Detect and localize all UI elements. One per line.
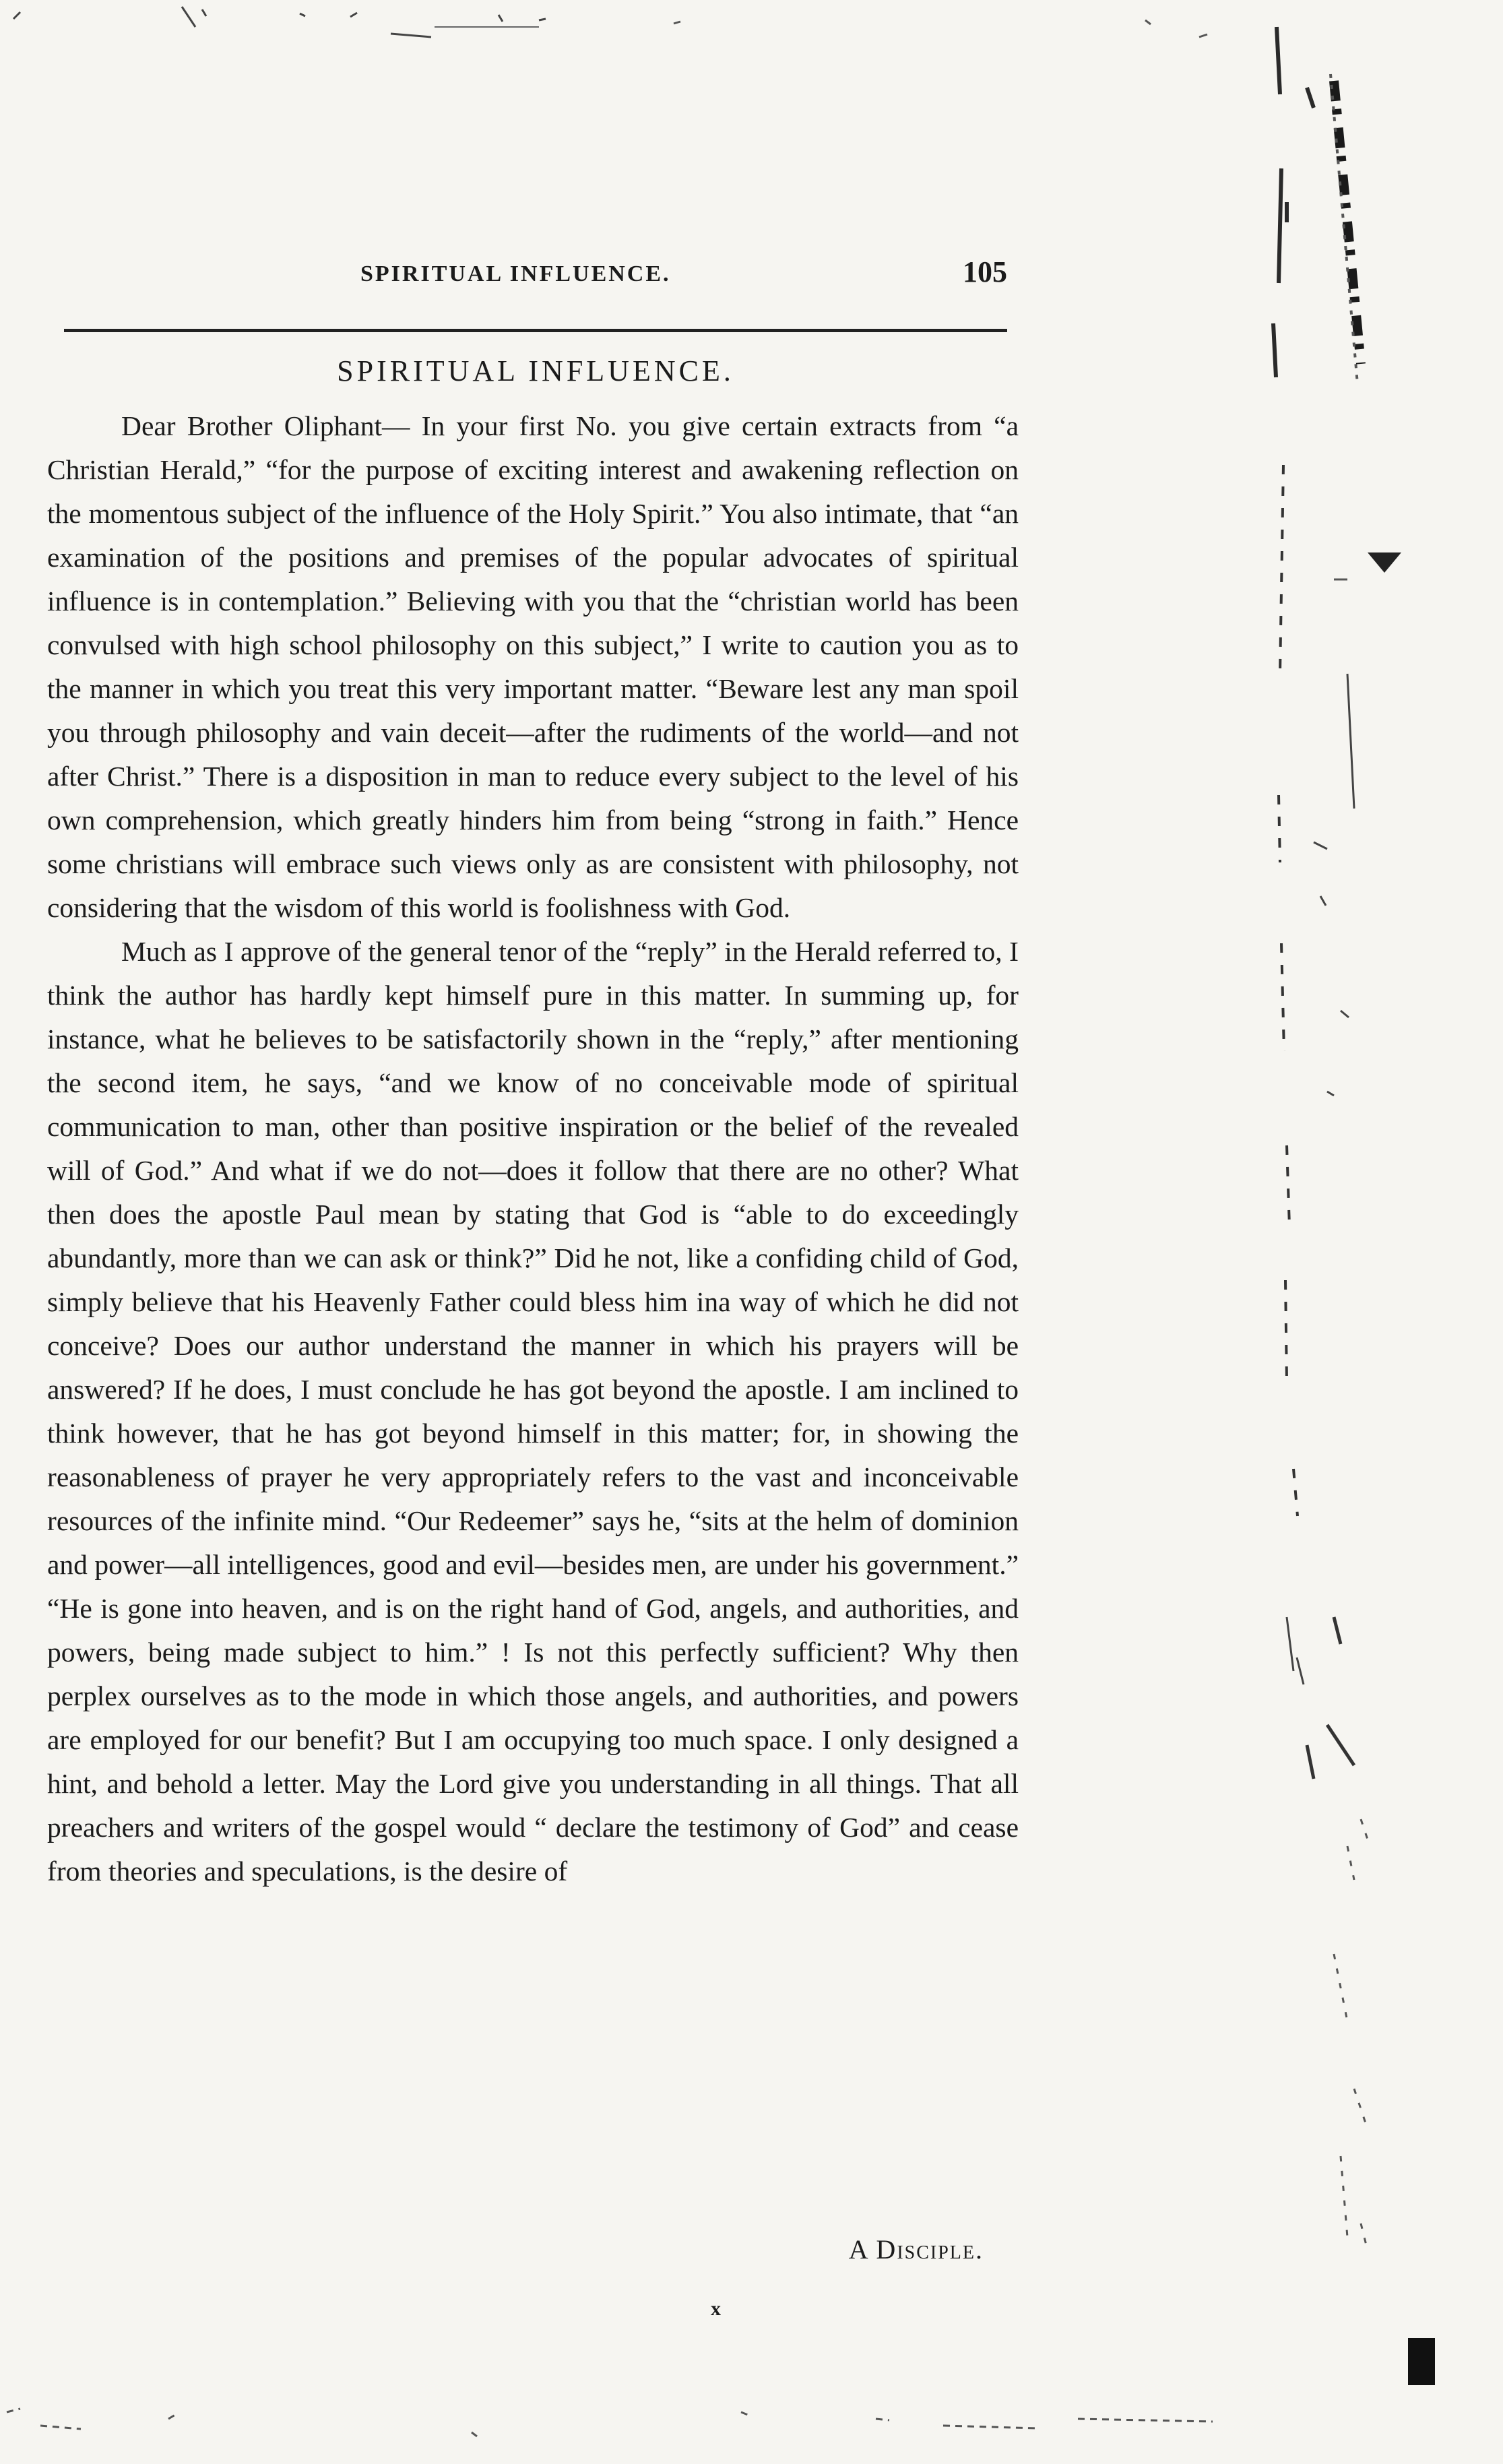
- paragraph-2: Much as I approve of the general tenor of the “reply” in the Herald referred to, I think the author has hardly kept himself pure in this matter. In summing up, for instance, what he believes to be satisfactorily shown in the “reply,” after mentioning the second item, he says, “and we know of no conceivable mode of spiritual communication to man, other than positive inspiration or the belief of the revealed will of God.” And what if we do not—does it follow that there are no other? What then does the apostle Paul mean by stating that God is “able to do exceedingly abundantly, more than we can ask or think?” Did he not, like a confiding child of God, simply believe that his Heavenly Father could bless him ina way of which he did not conceive? Does our author understand the manner in which his prayers will be answered? If he does, I must conclude he has got beyond the apostle. I am inclined to think however, that he has got beyond himself in this matter; for, in showing the reasonableness of prayer he very appropriately refers to the vast and inconceivable resources of the infinite mind. “Our Redeemer” says he, “sits at the helm of dominion and power—all intelligences, good and evil—besides men, are under his government.” “He is gone into heaven, and is on the right hand of God, angels, and authorities, and powers, being made subject to him.” ! Is not this perfectly sufficient? Why then perplex ourselves as to the mode in which those angels, and authorities, and powers are employed for our benefit? But I am occupying too much space. I only designed a hint, and behold a letter. May the Lord give you understanding in all things. That all preachers and writers of the gospel would “ declare the testimony of God” and cease from theories and speculations, is the desire of: [47, 936, 1019, 1887]
- running-head-title: SPIRITUAL INFLUENCE.: [360, 261, 671, 286]
- signature: A Disciple.: [848, 2234, 984, 2265]
- footer-mark: x: [711, 2298, 721, 2320]
- scan-bottom-margin-marks: [0, 2399, 1503, 2464]
- paragraph-1: Dear Brother Oliphant— In your first No. you give certain extracts from “a Christian Herald,” “for the purpose of exciting interest and awakening reflection on the momentous subject of the influence of the Holy Spirit.” You also intimate, that “an examination of the positions and premises of the popular advocates of spiritual influence is in contemplation.” Believing with you that the “christian world has been convulsed with high school philosophy on this subject,” I write to caution you as to the manner in which you treat this very important matter. “Beware lest any man spoil you through philosophy and vain deceit—after the rudiments of the world—and not after Christ.” There is a disposition in man to reduce every subject to the level of his own comprehension, which greatly hinders him from being “strong in faith.” Hence some christians will embrace such views only as are consistent with philosophy, not considering that the wisdom of this world is foolishness with God.: [47, 410, 1019, 923]
- article-body: [47, 404, 1019, 1893]
- running-head: [64, 249, 1007, 303]
- header-rule: [64, 329, 1007, 332]
- scan-top-margin-marks: [0, 0, 1267, 81]
- scan-right-edge-noise: [1267, 0, 1503, 2464]
- article-title: SPIRITUAL INFLUENCE.: [337, 354, 734, 387]
- page-number: 105: [963, 255, 1007, 288]
